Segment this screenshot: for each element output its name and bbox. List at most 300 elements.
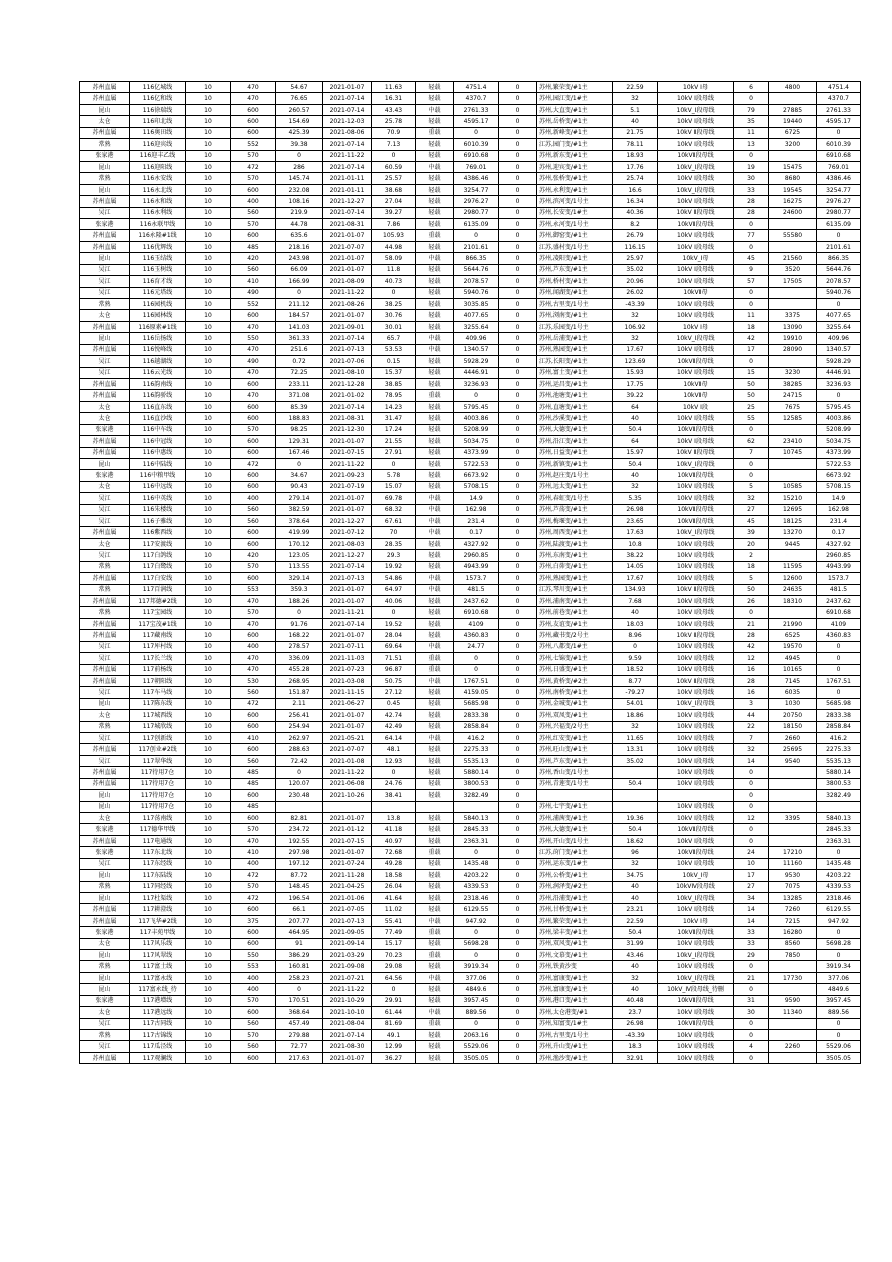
table-cell: 470 <box>231 344 276 355</box>
table-cell: 0 <box>499 904 537 915</box>
table-cell: 0 <box>499 721 537 732</box>
table-cell: 53.53 <box>372 344 416 355</box>
table-cell: 96.87 <box>372 664 416 675</box>
table-cell <box>372 801 416 812</box>
table-cell: 560 <box>231 504 276 515</box>
table-cell: 2021-01-11 <box>323 173 372 184</box>
table-cell: 苏州直属 <box>80 675 130 686</box>
table-cell: 29.3 <box>372 550 416 561</box>
table-cell: 64.97 <box>372 584 416 595</box>
table-cell: 889.56 <box>817 1007 861 1018</box>
table-cell: 116优辉线 <box>130 241 186 252</box>
table-cell: 40 <box>613 607 658 618</box>
table-cell: 40 <box>613 413 658 424</box>
table-cell: 32 <box>613 333 658 344</box>
table-cell: 苏州,浦南变/#1主 <box>537 595 613 606</box>
table-cell: 0 <box>734 790 769 801</box>
table-cell: 江苏,莳门变/#1主 <box>537 847 613 858</box>
table-cell: 117待用7仓 <box>130 801 186 812</box>
table-cell: 常熟 <box>80 561 130 572</box>
table-cell: 1573.7 <box>817 573 861 584</box>
table-cell: 260.57 <box>276 104 323 115</box>
table-row <box>80 858 861 869</box>
table-cell: 2021-01-06 <box>323 892 372 903</box>
table-cell: 10 <box>186 253 231 264</box>
table-cell: 4751.4 <box>817 82 861 93</box>
table-cell: 轻载 <box>416 881 454 892</box>
table-cell: 张家港 <box>80 995 130 1006</box>
table-cell: 10kVⅡ段母线 <box>658 824 734 835</box>
table-cell: 82.81 <box>276 813 323 824</box>
table-cell: 16.31 <box>372 93 416 104</box>
table-cell: 22.59 <box>613 82 658 93</box>
table-cell: 轻载 <box>416 813 454 824</box>
table-row <box>80 139 861 150</box>
table-cell <box>769 961 817 972</box>
table-cell: 2858.84 <box>454 721 499 732</box>
table-cell: 10kV Ⅰ段母线 <box>658 641 734 652</box>
table-cell: 233.11 <box>276 378 323 389</box>
table-cell: 43.46 <box>613 950 658 961</box>
table-cell: 10kV_Ⅰ段母线 <box>658 161 734 172</box>
table-cell: 219.9 <box>276 207 323 218</box>
table-cell: 68.32 <box>372 504 416 515</box>
table-cell: 485 <box>231 241 276 252</box>
table-row <box>80 847 861 858</box>
table-cell: 10kV Ⅰ母 <box>658 82 734 93</box>
table-cell: 苏州,长安变/1#主 <box>537 207 613 218</box>
table-row <box>80 207 861 218</box>
table-cell: 10kV Ⅰ段母线 <box>658 230 734 241</box>
table-cell: 38285 <box>769 378 817 389</box>
table-cell: 5698.28 <box>454 938 499 949</box>
table-cell: 5.35 <box>613 493 658 504</box>
table-row <box>80 104 861 115</box>
table-cell: 570 <box>231 881 276 892</box>
table-cell: 108.16 <box>276 196 323 207</box>
table-cell: 苏州,前巷变/#1主 <box>537 607 613 618</box>
table-cell: 32 <box>613 721 658 732</box>
table-cell: 苏州直属 <box>80 630 130 641</box>
table-cell: 0 <box>499 938 537 949</box>
table-cell: 19.52 <box>372 618 416 629</box>
table-cell: 45 <box>734 516 769 527</box>
table-cell: 116永安线 <box>130 173 186 184</box>
table-cell: 600 <box>231 436 276 447</box>
table-cell: 30 <box>734 1007 769 1018</box>
table-cell: 243.98 <box>276 253 323 264</box>
table-cell: 2021-07-23 <box>323 664 372 675</box>
table-cell: 117同经线 <box>130 881 186 892</box>
table-cell: 0 <box>454 664 499 675</box>
table-cell: 0 <box>817 664 861 675</box>
table-cell: 轻载 <box>416 984 454 995</box>
table-cell: 江苏,乐园变/1号主 <box>537 321 613 332</box>
table-cell: 0 <box>372 287 416 298</box>
table-cell: 553 <box>231 584 276 595</box>
table-cell: 17 <box>734 344 769 355</box>
table-cell: 0 <box>734 984 769 995</box>
table-cell: 2437.62 <box>454 595 499 606</box>
table-cell: 苏州,赵庄变/1号主 <box>537 470 613 481</box>
table-cell: 5529.06 <box>454 1041 499 1052</box>
table-cell: 485 <box>231 778 276 789</box>
table-cell: 1767.51 <box>817 675 861 686</box>
table-cell: 30.76 <box>372 310 416 321</box>
table-cell: 117陈东线 <box>130 698 186 709</box>
table-cell: 2021-07-14 <box>323 1030 372 1041</box>
table-cell: 2021-07-13 <box>323 573 372 584</box>
table-cell: 8.2 <box>613 219 658 230</box>
table-cell: 16 <box>734 664 769 675</box>
table-row <box>80 287 861 298</box>
table-cell: 苏州直属 <box>80 595 130 606</box>
table-cell: 71.51 <box>372 653 416 664</box>
table-cell: 62 <box>734 436 769 447</box>
table-cell: 2021-01-07 <box>323 721 372 732</box>
table-cell: 481.5 <box>454 584 499 595</box>
table-cell: 0 <box>499 881 537 892</box>
table-cell: 600 <box>231 927 276 938</box>
table-cell: 560 <box>231 1018 276 1029</box>
table-cell: 24 <box>734 847 769 858</box>
table-cell: 9445 <box>769 538 817 549</box>
table-cell: 39 <box>734 527 769 538</box>
table-cell: 重载 <box>416 847 454 858</box>
table-cell: 5 <box>734 481 769 492</box>
table-cell: 3282.49 <box>817 790 861 801</box>
table-cell: 14.9 <box>817 493 861 504</box>
table-row <box>80 584 861 595</box>
table-cell: 16.6 <box>613 184 658 195</box>
table-cell: 50 <box>734 390 769 401</box>
table-cell: 0 <box>499 1052 537 1063</box>
table-cell: 0 <box>499 1041 537 1052</box>
table-cell: 600 <box>231 1052 276 1063</box>
table-row <box>80 892 861 903</box>
table-cell: 419.99 <box>276 527 323 538</box>
table-cell: 苏州直属 <box>80 618 130 629</box>
table-cell <box>416 801 454 812</box>
table-cell: 600 <box>231 310 276 321</box>
table-row <box>80 870 861 881</box>
table-cell: 34.75 <box>613 870 658 881</box>
table-cell: 0 <box>499 835 537 846</box>
table-cell: 中载 <box>416 641 454 652</box>
table-cell: 苏州,沿江变/#1主 <box>537 436 613 447</box>
table-cell: 600 <box>231 790 276 801</box>
table-cell: 553 <box>231 961 276 972</box>
table-cell: 昆山 <box>80 698 130 709</box>
table-cell: 28 <box>734 196 769 207</box>
table-cell: 3395 <box>769 813 817 824</box>
table-cell: 2021-01-07 <box>323 493 372 504</box>
table-cell: 2021-05-21 <box>323 733 372 744</box>
table-cell: 0 <box>454 950 499 961</box>
table-cell: 472 <box>231 698 276 709</box>
table-cell: 0 <box>499 995 537 1006</box>
table-cell: 苏州直属 <box>80 778 130 789</box>
table-cell: 117德华甲线 <box>130 824 186 835</box>
table-cell: 2960.85 <box>817 550 861 561</box>
table-cell: 10 <box>186 698 231 709</box>
table-cell: 116玉结线 <box>130 253 186 264</box>
table-cell: 42.49 <box>372 721 416 732</box>
table-cell: 0 <box>734 299 769 310</box>
table-row <box>80 504 861 515</box>
table-cell: 4339.53 <box>454 881 499 892</box>
table-cell: 481.5 <box>817 584 861 595</box>
table-cell: 2021-12-28 <box>323 378 372 389</box>
table-cell: 0 <box>499 1030 537 1041</box>
table-cell: 39.22 <box>613 390 658 401</box>
table-cell: 120.07 <box>276 778 323 789</box>
table-cell: 26.98 <box>613 1018 658 1029</box>
table-cell: 113.55 <box>276 561 323 572</box>
table-cell: 0.17 <box>817 527 861 538</box>
table-cell: 5928.29 <box>817 356 861 367</box>
table-cell: 10kV Ⅰ段母线 <box>658 961 734 972</box>
table-cell: 13.8 <box>372 813 416 824</box>
table-cell: 10kVⅡ段母线 <box>658 516 734 527</box>
table-cell: 217.63 <box>276 1052 323 1063</box>
table-cell: 0 <box>499 972 537 983</box>
table-cell: 苏州,新镇变/#1主 <box>537 458 613 469</box>
table-cell: 0 <box>454 653 499 664</box>
table-cell: 18310 <box>769 595 817 606</box>
table-cell: 38.25 <box>372 299 416 310</box>
table-cell: 2021-07-06 <box>323 356 372 367</box>
table-cell: 21.55 <box>372 436 416 447</box>
table-cell: 10 <box>186 824 231 835</box>
table-cell: 苏州,永河变/1号主 <box>537 219 613 230</box>
table-cell: -43.39 <box>613 299 658 310</box>
table-cell: 10 <box>186 1007 231 1018</box>
table-cell: 470 <box>231 321 276 332</box>
table-cell: 轻载 <box>416 310 454 321</box>
table-cell: 10kV Ⅰ段母线 <box>658 264 734 275</box>
table-cell: 400 <box>231 858 276 869</box>
table-cell: 0 <box>499 847 537 858</box>
table-cell: 苏州,岳浦变/#1主 <box>537 333 613 344</box>
table-cell: 0 <box>734 1018 769 1029</box>
table-cell: 2021-11-22 <box>323 458 372 469</box>
table-cell: 中载 <box>416 675 454 686</box>
table-cell: 0 <box>734 961 769 972</box>
table-cell: 10 <box>186 504 231 515</box>
table-cell: 28 <box>734 675 769 686</box>
table-cell: 40.06 <box>372 595 416 606</box>
table-cell: 600 <box>231 230 276 241</box>
table-cell: 27 <box>734 504 769 515</box>
table-cell: 55 <box>734 413 769 424</box>
table-cell: 85.39 <box>276 401 323 412</box>
table-cell: 57 <box>734 276 769 287</box>
table-cell: 19.92 <box>372 561 416 572</box>
table-cell: 6 <box>734 82 769 93</box>
table-cell: 0 <box>499 870 537 881</box>
table-row <box>80 790 861 801</box>
table-cell: 0 <box>499 299 537 310</box>
table-cell: 轻载 <box>416 561 454 572</box>
table-cell: 54.01 <box>613 698 658 709</box>
table-cell: 轻载 <box>416 447 454 458</box>
table-cell: 常熟 <box>80 584 130 595</box>
table-cell: 0 <box>499 618 537 629</box>
table-cell <box>769 835 817 846</box>
table-cell: 40.97 <box>372 835 416 846</box>
table-cell: 0 <box>499 253 537 264</box>
table-cell: 10kV Ⅰ段母线 <box>658 561 734 572</box>
table-cell: 10kV_Ⅰ母 <box>658 870 734 881</box>
table-cell: 5685.98 <box>454 698 499 709</box>
table-cell: 18.62 <box>613 835 658 846</box>
table-cell: 10 <box>186 493 231 504</box>
table-cell: 3 <box>734 698 769 709</box>
table-cell: 123.05 <box>276 550 323 561</box>
table-cell: 58.09 <box>372 253 416 264</box>
table-cell: 54.86 <box>372 573 416 584</box>
table-cell: 4386.46 <box>454 173 499 184</box>
table-cell: 470 <box>231 93 276 104</box>
table-cell: 32 <box>734 744 769 755</box>
table-cell: 10kV Ⅰ段母线 <box>658 139 734 150</box>
table-cell: 10kV Ⅰ段母线 <box>658 744 734 755</box>
table-cell: 400 <box>231 493 276 504</box>
table-cell: 2021-07-15 <box>323 447 372 458</box>
table-cell: 4159.05 <box>454 687 499 698</box>
table-cell: 0 <box>817 1030 861 1041</box>
table-row <box>80 595 861 606</box>
table-cell: 10kV Ⅰ段母线 <box>658 344 734 355</box>
table-cell: 27.12 <box>372 687 416 698</box>
table-cell: 10kVⅡ段母线 <box>658 356 734 367</box>
table-cell: 472 <box>231 458 276 469</box>
table-cell: 10 <box>186 116 231 127</box>
table-cell: 苏州直属 <box>80 915 130 926</box>
table-cell: 116原素#1线 <box>130 321 186 332</box>
table-cell: 10kV Ⅰ段 <box>658 401 734 412</box>
table-row <box>80 995 861 1006</box>
table-cell: 10kV Ⅰ段母线 <box>658 687 734 698</box>
table-cell: 48.1 <box>372 744 416 755</box>
table-cell: 苏州直属 <box>80 241 130 252</box>
table-cell: 轻载 <box>416 401 454 412</box>
table-cell: 昆山 <box>80 972 130 983</box>
table-cell: 0 <box>499 607 537 618</box>
table-cell: 10kV Ⅰ段母线 <box>658 310 734 321</box>
table-cell: 117前杨线 <box>130 664 186 675</box>
table-cell: 江苏,琴川变/#1主 <box>537 584 613 595</box>
table-cell: 吴江 <box>80 504 130 515</box>
table-cell: 117风乐线 <box>130 938 186 949</box>
table-cell: 10 <box>186 516 231 527</box>
table-cell: 116徐瑞线 <box>130 104 186 115</box>
table-cell: 769.01 <box>454 161 499 172</box>
table-cell: 2833.38 <box>454 710 499 721</box>
table-cell: 苏州直属 <box>80 390 130 401</box>
table-cell: 1340.57 <box>817 344 861 355</box>
table-cell: 0 <box>499 470 537 481</box>
table-cell: 0 <box>499 710 537 721</box>
table-cell: 116.15 <box>613 241 658 252</box>
table-cell: 0 <box>499 1018 537 1029</box>
table-cell: 470 <box>231 835 276 846</box>
table-cell: 10kV Ⅰ段母线 <box>658 276 734 287</box>
table-cell: 1340.57 <box>454 344 499 355</box>
table-cell: 2 <box>734 550 769 561</box>
table-cell: 256.41 <box>276 710 323 721</box>
table-cell: 17.67 <box>613 573 658 584</box>
table-cell: 188.83 <box>276 413 323 424</box>
table-cell: 10 <box>186 1041 231 1052</box>
table-cell: 2976.27 <box>454 196 499 207</box>
table-cell: 600 <box>231 447 276 458</box>
table-cell: 2021-01-07 <box>323 253 372 264</box>
table-cell: 太仓 <box>80 481 130 492</box>
table-cell: 87.72 <box>276 870 323 881</box>
table-cell: 117朝阳线 <box>130 675 186 686</box>
table-cell: 2021-01-07 <box>323 595 372 606</box>
table-cell: 10 <box>186 653 231 664</box>
table-cell: 2021-07-13 <box>323 915 372 926</box>
table-cell: 472 <box>231 161 276 172</box>
table-cell: 中载 <box>416 253 454 264</box>
table-cell: 12.99 <box>372 1041 416 1052</box>
table-cell: 23.7 <box>613 1007 658 1018</box>
table-cell: 苏州,白茆变/#1主 <box>537 561 613 572</box>
table-cell: 2021-07-14 <box>323 618 372 629</box>
table-cell: 5644.76 <box>817 264 861 275</box>
table-cell: 6129.55 <box>817 904 861 915</box>
table-cell: 0 <box>499 984 537 995</box>
table-cell: 10kV_Ⅰ段母线 <box>658 104 734 115</box>
table-cell: 2021-07-11 <box>323 641 372 652</box>
table-cell: 570 <box>231 173 276 184</box>
table-row <box>80 698 861 709</box>
table-cell: 550 <box>231 950 276 961</box>
table-cell: 9 <box>734 264 769 275</box>
table-cell: 279.14 <box>276 493 323 504</box>
table-cell: 10 <box>186 687 231 698</box>
table-cell: 3254.77 <box>817 184 861 195</box>
table-cell: 苏州,运东变/1#主 <box>537 858 613 869</box>
table-cell: 13 <box>734 139 769 150</box>
table-cell <box>769 1018 817 1029</box>
table-cell: 45 <box>734 253 769 264</box>
table-cell: 昆山 <box>80 333 130 344</box>
table-cell: 5722.53 <box>454 458 499 469</box>
table-cell: 0 <box>372 984 416 995</box>
table-row <box>80 881 861 892</box>
table-cell: 中载 <box>416 527 454 538</box>
table-cell: 10 <box>186 801 231 812</box>
table-cell: 470 <box>231 82 276 93</box>
table-row <box>80 1018 861 1029</box>
table-row <box>80 721 861 732</box>
table-cell: 32 <box>613 310 658 321</box>
table-cell: 2021-09-14 <box>323 938 372 949</box>
table-row <box>80 538 861 549</box>
table-cell: 2063.16 <box>454 1030 499 1041</box>
table-cell: 苏州,日益变/#1主 <box>537 447 613 458</box>
table-cell: 轻载 <box>416 995 454 1006</box>
table-cell: 0 <box>817 653 861 664</box>
table-cell: 24.77 <box>454 641 499 652</box>
table-cell: 33 <box>734 184 769 195</box>
table-cell: 286 <box>276 161 323 172</box>
table-cell: 378.64 <box>276 516 323 527</box>
